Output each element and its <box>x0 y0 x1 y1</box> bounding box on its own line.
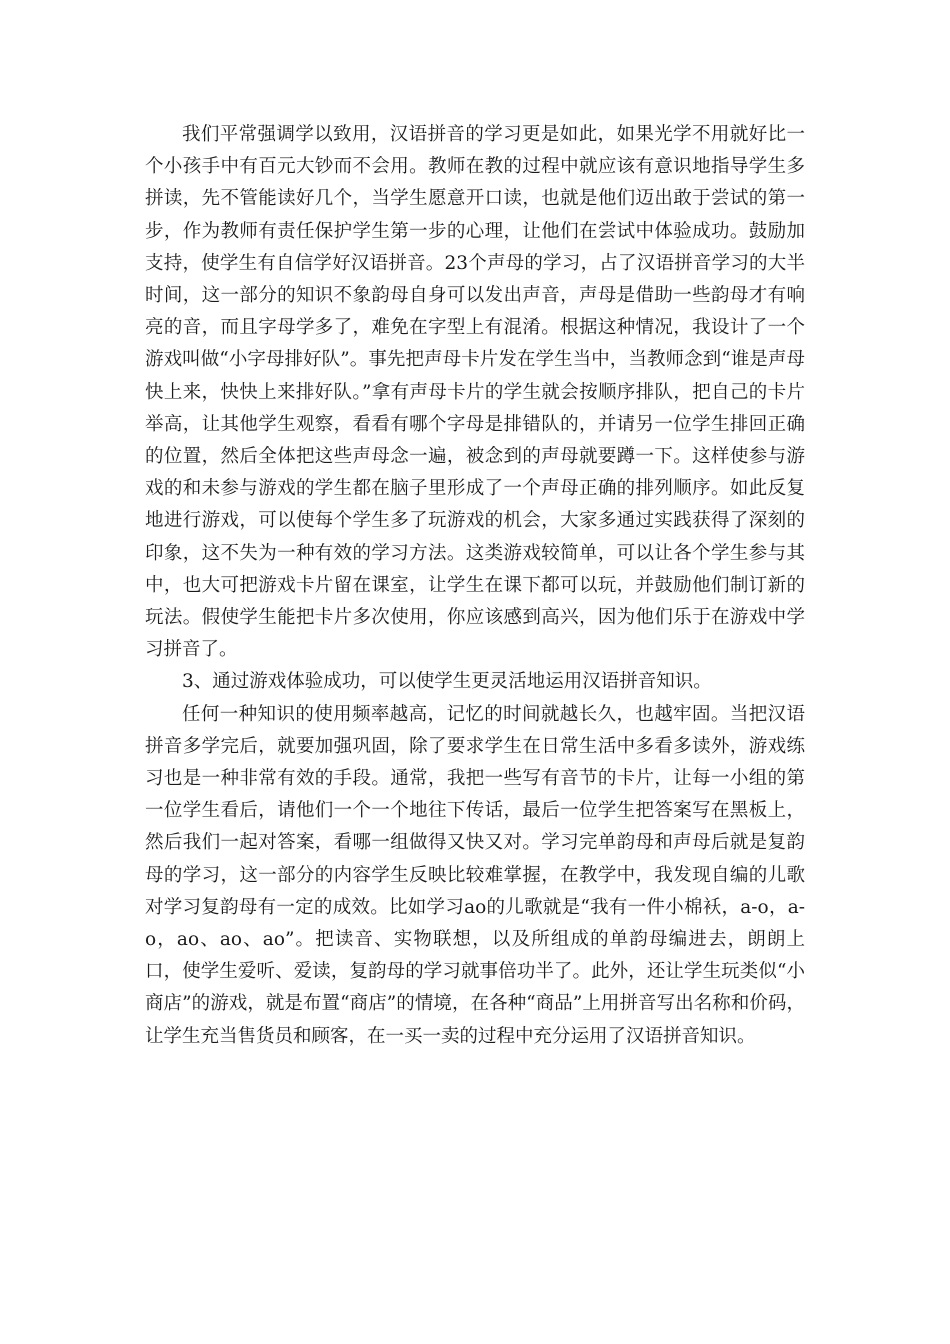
paragraph-game-practice: 我们平常强调学以致用，汉语拼音的学习更是如此，如果光学不用就好比一个小孩手中有百元大钞而不会用。教师在教的过程中就应该有意识地指导学生多拼读，先不管能读好几个，当学生愿意开口读，也就是他们迈出敢于尝试的第一步，作为教师有责任保护学生第一步的心理，让他们在尝试中体验成功。鼓励加支持，使学生有自信学好汉语拼音。23个声母的学习，占了汉语拼音学习的大半时间，这一部分的知识不象韵母自身可以发出声音，声母是借助一些韵母才有响亮的音，而且字母学多了，难免在字型上有混淆。根据这种情况，我设计了一个游戏叫做“小字母排好队”。事先把声母卡片发在学生当中，当教师念到“谁是声母快上来，快快上来排好队。”拿有声母卡片的学生就会按顺序排队，把自己的卡片举高，让其他学生观察，看看有哪个字母是排错队的，并请另一位学生排回正确的位置，然后全体把这些声母念一遍，被念到的声母就要蹲一下。这样使参与游戏的和未参与游戏的学生都在脑子里形成了一个声母正确的排列顺序。如此反复地进行游戏，可以使每个学生多了玩游戏的机会，大家多通过实践获得了深刻的印象，这不失为一种有效的学习方法。这类游戏较简单，可以让各个学生参与其中，也大可把游戏卡片留在课室，让学生在课下都可以玩，并鼓励他们制订新的玩法。假使学生能把卡片多次使用，你应该感到高兴，因为他们乐于在游戏中学习拼音了。 <box>145 124 805 661</box>
paragraph-consolidation: 任何一种知识的使用频率越高，记忆的时间就越长久，也越牢固。当把汉语拼音多学完后，就要加强巩固，除了要求学生在日常生活中多看多读外，游戏练习也是一种非常有效的手段。通常，我把一些写有音节的卡片，让每一小组的第一位学生看后，请他们一个一个地往下传话，最后一位学生把答案写在黑板上，然后我们一起对答案，看哪一组做得又快又对。学习完单韵母和声母后就是复韵母的学习，这一部分的内容学生反映比较难掌握，在教学中，我发现自编的儿歌对学习复韵母有一定的成效。比如学习ao的儿歌就是“我有一件小棉袄，a-o，a-o，ao、ao、ao”。把读音、实物联想，以及所组成的单韵母编进去，朗朗上口，使学生爱听、爱读，复韵母的学习就事倍功半了。此外，还让学生玩类似“小商店”的游戏，就是布置“商店”的情境，在各种“商品”上用拼音写出名称和价码，让学生充当售货员和顾客，在一买一卖的过程中充分运用了汉语拼音知识。 <box>145 703 805 1047</box>
document-body <box>145 119 805 1053</box>
section-heading-3: 3、通过游戏体验成功，可以使学生更灵活地运用汉语拼音知识。 <box>182 671 712 693</box>
